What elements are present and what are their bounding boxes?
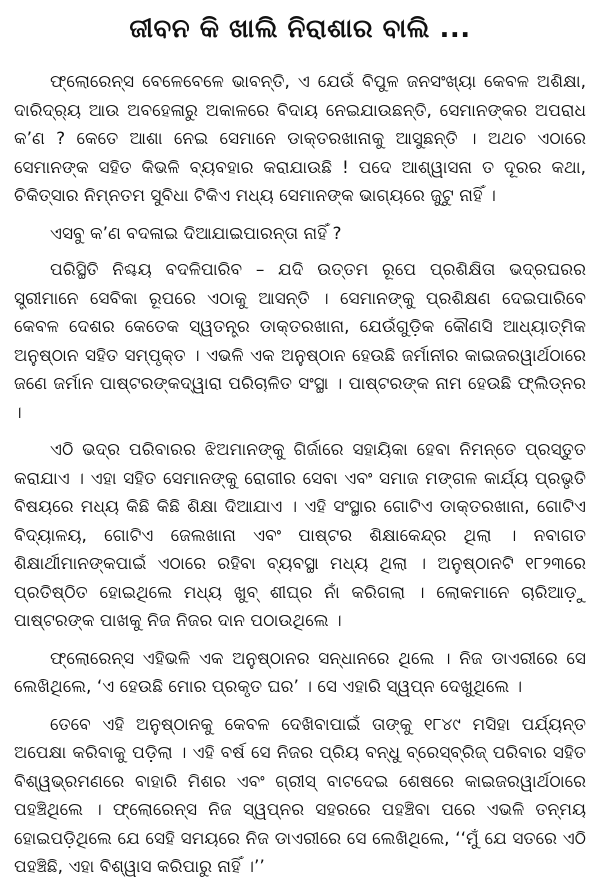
paragraph-3: ପରିସ୍ଥିତି ନିଶ୍ଚୟ ବଦଳିପାରିବ – ଯଦି ଉତ୍ତମ ରୂପେ ପ୍ରଶିକ୍ଷିତା ଭଦ୍ରଘରର ସ୍ତ୍ରୀମାନେ ସେବିକା ରୂପରେ ଏଠାକୁ ଆସନ୍ତି । ସେମାନଙ୍କୁ ପ୍ରଶିକ୍ଷଣ ଦେଇପାରିବେ କେବଳ ଦେଶର କେତେକ ସ୍ୱତନ୍ତ୍ର ଡାକ୍ତରଖାନା, ଯେଉଁଗୁଡ଼ିକ କୌଣସି ଆଧ୍ୟାତ୍ମିକ ଅନୁଷ୍ଠାନ ସହିତ ସମ୍ପୃକ୍ତ । ଏଭଳି ଏକ ଅନୁଷ୍ଠାନ ହେଉଛି ଜର୍ମାନୀର କାଇଜରୱାର୍ଥଠାରେ ଜଣେ ଜର୍ମାନ ପାଷ୍ଟରଙ୍କଦ୍ୱାରା ପରିଚାଳିତ ସଂସ୍ଥା । ପାଷ୍ଟରଙ୍କ ନାମ ହେଉଛି ଫ୍ଲିଡ୍‌ନର ।: [14, 260, 586, 423]
page-title: ଜୀବନ କି ଖାଲି ନିରାଶାର ବାଲି ...: [129, 14, 471, 44]
paragraph-4: ଏଠି ଭଦ୍ର ପରିବାରର ଝିଅମାନଙ୍କୁ ଗିର୍ଜାରେ ସହାୟିକା ହେବା ନିମନ୍ତେ ପ୍ରସ୍ତୁତ କରାଯାଏ । ଏହା ସହିତ ସେମାନଙ୍କୁ ରୋଗୀର ସେବା ଏବଂ ସମାଜ ମଙ୍ଗଳ କାର୍ଯ୍ୟ ପ୍ରଭୃତି ବିଷୟରେ ମଧ୍ୟ କିଛି କିଛି ଶିକ୍ଷା ଦିଆଯାଏ । ଏହି ସଂସ୍ଥାର ଗୋଟିଏ ଡାକ୍ତରଖାନା, ଗୋଟିଏ ବିଦ୍ୟାଳୟ, ଗୋଟିଏ ଜେଲଖାନା ଏବଂ ପାଷ୍ଟର ଶିକ୍ଷାକେନ୍ଦ୍ର ଥିଲା । ନବାଗତ ଶିକ୍ଷାର୍ଥୀମାନଙ୍କପାଇଁ ଏଠାରେ ରହିବା ବ୍ୟବସ୍ଥା ମଧ୍ୟ ଥିଲା । ଅନୁଷ୍ଠାନଟି ୧୮୨୩ରେ ପ୍ରତିଷ୍ଠିତ ହୋଇଥିଲେ ମଧ୍ୟ ଖୁବ୍ ଶୀଘ୍ର ନାଁ କରିଗଲା । ଲୋକମାନେ ଚାରିଆଡ଼ୁ ପାଷ୍ଟରଙ୍କ ପାଖକୁ ନିଜ ନିଜର ଦାନ ପଠାଉଥିଲେ ।: [14, 440, 586, 631]
paragraph-1: ଫ୍ଲୋରେନ୍ସ ବେଳେବେଳେ ଭାବନ୍ତି, ଏ ଯେଉଁ ବିପୁଳ ଜନସଂଖ୍ୟା କେବଳ ଅଶିକ୍ଷା, ଦାରିଦ୍ର୍ୟ ଆଉ ଅବହେଳାରୁ ଅକାଳରେ ବିଦାୟ ନେଇଯାଉଛନ୍ତି, ସେମାନଙ୍କର ଅପରାଧ କ’ଣ ? କେତେ ଆଶା ନେଇ ସେମାନେ ଡାକ୍ତରଖାନାକୁ ଆସୁଛନ୍ତି । ଅଥଚ ଏଠାରେ ସେମାନଙ୍କ ସହିତ କିଭଳି ବ୍ୟବହାର କରାଯାଉଛି ! ପଦେ ଆଶ୍ୱାସନା ତ ଦୂରର କଥା, ଚିକିତ୍ସାର ନିମ୍ନତମ ସୁବିଧା ଟିକିଏ ମଧ୍ୟ ସେମାନଙ୍କ ଭାଗ୍ୟରେ ଜୁଟୁ ନାହିଁ ।: [14, 72, 586, 206]
paragraph-2: ଏସବୁ କ’ଣ ବଦଳାଇ ଦିଆଯାଇପାରନ୍ତା ନାହିଁ ?: [50, 223, 342, 244]
paragraph-5: ଫ୍ଲୋରେନ୍ସ ଏହିଭଳି ଏକ ଅନୁଷ୍ଠାନର ସନ୍ଧାନରେ ଥିଲେ । ନିଜ ଡାଏରୀରେ ସେ ଲେଖିଥିଲେ, ‘ଏ ହେଉଛି ମୋର ପ୍ରକୃତ ଘର’ । ସେ ଏହାରି ସ୍ୱପ୍ନ ଦେଖୁଥିଲେ ।: [14, 648, 586, 697]
paragraph-6: ତେବେ ଏହି ଅନୁଷ୍ଠାନକୁ କେବଳ ଦେଖିବାପାଇଁ ତାଙ୍କୁ ୧୮୪୯ ମସିହା ପର୍ଯ୍ୟନ୍ତ ଅପେକ୍ଷା କରିବାକୁ ପଡ଼ିଲା । ଏହି ବର୍ଷ ସେ ନିଜର ପ୍ରିୟ ବନ୍ଧୁ ବ୍ରେସ୍‌ବ୍ରିଜ୍ ପରିବାର ସହିତ ବିଶ୍ୱଭ୍ରମଣରେ ବାହାରି ମିଶର ଏବଂ ଗ୍ରୀସ୍ ବାଟଦେଇ ଶେଷରେ କାଇଜରୱାର୍ଥଠାରେ ପହଞ୍ଚିଥିଲେ । ଫ୍ଲୋରେନ୍ସ ନିଜ ସ୍ୱପ୍ନର ସହରରେ ପହଞ୍ଚିବା ପରେ ଏଭଳି ତନ୍ମୟ ହୋଇପଡ଼ିଥିଲେ ଯେ ସେହି ସମୟରେ ନିଜ ଡାଏରୀରେ ସେ ଲେଖିଥିଲେ, ‘‘ମୁଁ ଯେ ସତରେ ଏଠି ପହଞ୍ଚିଛି, ଏହା ବିଶ୍ୱାସ କରିପାରୁ ନାହିଁ ।’’: [14, 714, 586, 877]
